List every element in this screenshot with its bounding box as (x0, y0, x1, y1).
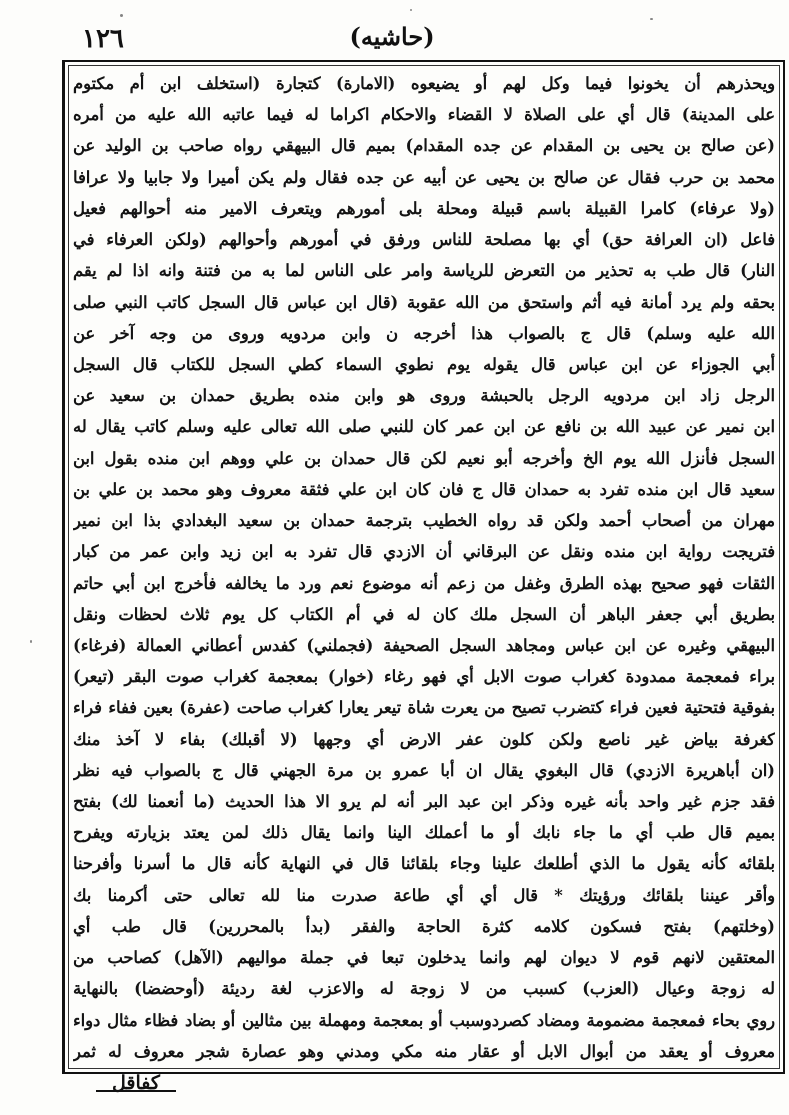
page-header (60, 22, 729, 62)
text-line: (ولا عرفاء) كامرا القبيلة باسم قبيلة ومحلة بلى أمورهم ويتعرف الامير منه أحوالهم فعيل (73, 198, 775, 218)
text-line: مهران من أصحاب أحمد ولكن قد رواه الخطيب بترجمة حمدان بن سعيد البغدادي بذا ابن نمير (73, 511, 775, 531)
text-line: كغرفة بياض غير ناصع ولكن كلون عفر الارض أي وجهها (لا أقبلك) بفاء لا آخذ منك (73, 729, 775, 749)
scan-speck (120, 14, 123, 17)
text-frame (62, 60, 785, 1074)
scan-speck (650, 18, 653, 20)
text-line: معروف أو يعقد من أبوال الابل أو عقار منه مكي ومدني وهو عصارة شجر معروف له ثمر (73, 1041, 775, 1061)
section-title: (حاشيه) (349, 22, 435, 51)
text-line: المعتقين لانهم قوم لا ديوان لهم وانما يدخلون تبعا في جملة مواليهم (الآهل) كصاحب من (73, 948, 775, 968)
text-line: الثقات فهو صحيح بهذه الطرق وغفل من زعم أنه موضوع نعم ورد ما يخالفه فأخرج ابن أبي حاتم (73, 573, 775, 593)
text-line: بفوقية فتحتية فعين فراء كتضرب تصيح من يعرت شاة تيعر يعارا كغراب صاحت (عفرة) بعين ففاء فراء (73, 698, 775, 718)
text-line: له زوجة وعيال (العزب) كسبب من لا زوجة له والاعزب لغة رديئة (أوحضضا) بالنهاية (73, 979, 775, 999)
text-line: بطريق أبي جعفر الباهر أن السجل ملك كان له في أم الكتاب كل يوم ثلاث لحظات ونقل (73, 604, 775, 624)
text-line: الله عليه وسلم) قال ج بالصواب هذا أخرجه ن وابن مردويه وروى من وجه آخر عن (73, 323, 775, 343)
text-line: بحقه ولم يرد أمانة فيه أثم واستحق من الله عقوبة (قال ابن عباس قال السجل كاتب النبي صلى (73, 292, 775, 312)
scan-speck (30, 640, 32, 643)
text-line: (وخلتهم) بفتح فسكون كلامه كثرة الحاجة والفقر (بدأ بالمحررين) قال طب أي (73, 916, 775, 936)
text-line: سعيد قال ابن منده تفرد به حمدان قال ج فان كان ابن علي فثقة معروف وهو محمد بن علي بن (73, 479, 775, 499)
catchword: كفاقل (112, 1072, 160, 1094)
text-line: الرجل زاد ابن مردويه الرجل بالحبشة وروى هو وابن منده بطريق حمدان بن سعيد عن (73, 386, 775, 406)
text-line: وأقر عيننا بلقائك ورؤيتك * قال أي أي طاعة صدرت منا لله تعالى حتى أكرمنا بك (73, 885, 775, 905)
catchword-rule (96, 1090, 176, 1092)
text-line: ابن نمير عن عبيد الله بن نافع عن ابن عمر كان للنبي صلى الله تعالى عليه وسلم كاتب يقال له (73, 417, 775, 437)
text-line: فاعل (ان العرافة حق) أي بها مصلحة للناس ورفق في أمورهم وأحوالهم (ولكن العرفاء في (73, 230, 775, 250)
text-line: براء فمعجمة ممدودة كغراب صوت الابل أي فهو رغاء (خوار) بمعجمة كغراب صوت البقر (تيعر) (73, 667, 775, 687)
text-line: ويحذرهم أن يخونوا فيما وكل لهم أو يضيعوه (الامارة) كتجارة (استخلف ابن أم مكتوم (73, 74, 775, 93)
text-line: أبي الجوزاء عن ابن عباس قال يقوله يوم نطوي السماء كطي السجل للكتاب قال السجل (73, 354, 775, 374)
text-line: فقد جزم غير واحد بأنه غيره وذكر ابن عبد البر أنه لم يرو الا هذا الحديث (ما أنعمنا لك) بفتح (73, 792, 775, 812)
text-line: النار) قال طب به تحذير من التعرض للرياسة وامر على الناس لما به من فتنة وانه اذا لم يقم (73, 261, 775, 281)
text-block (73, 70, 775, 1066)
text-line: بلقائه كأنه يقول ما الذي أطلعك علينا وجاء بلقائنا قال في النهاية كأنه قال ما أسرنا وأفرحنا (73, 854, 775, 874)
text-line: على المدينة) قال أي على الصلاة لا القضاء والاحكام اكراما له فيما عاتبه الله عليه من أمره (73, 105, 775, 125)
text-line: فتريجت رواية ابن منده ونقل عن البرقاني أن الازدي قال تفرد به ابن زيد وابن عمر من كبار (73, 542, 775, 562)
page-number: ١٢٦ (82, 24, 124, 54)
text-line: محمد بن حرب فقال عن صالح بن يحيى عن أبيه عن جده فقال ولم يكن أميرا ولا جابيا ولا عرافا (73, 167, 775, 187)
text-line: روي بحاء فمعجمة مضمومة ومضاد كصردوسبب أو بمعجمة ومهملة بين مثالين أو بضاد فظاء مثال دواء (73, 1010, 775, 1030)
text-line: (عن صالح بن يحيى بن المقدام عن جده المقدام) بميم قال البيهقي رواه صاحب بن الوليد عن (73, 136, 775, 156)
text-line: (ان أباهريرة الازدي) قال البغوي يقال ان أبا عمرو بن مرة الجهني قال ج بالصواب فيه نظر (73, 760, 775, 780)
scan-speck (410, 9, 412, 11)
text-line: السجل فأنزل الله يوم الخ وأخرجه أبو نعيم لكن قال حمدان بن علي ووهم ابن منده بقول ابن (73, 448, 775, 468)
text-line: البيهقي وغيره عن ابن عباس ومجاهد السجل الصحيفة (فجملني) كفدس أعطاني العمالة (فرغاء) (73, 635, 775, 655)
text-line: بميم قال طب أي ما جاء نابك أو ما أعملك الينا وانما يقال ذلك لمن يعتد بزيارته ويفرح (73, 823, 775, 843)
